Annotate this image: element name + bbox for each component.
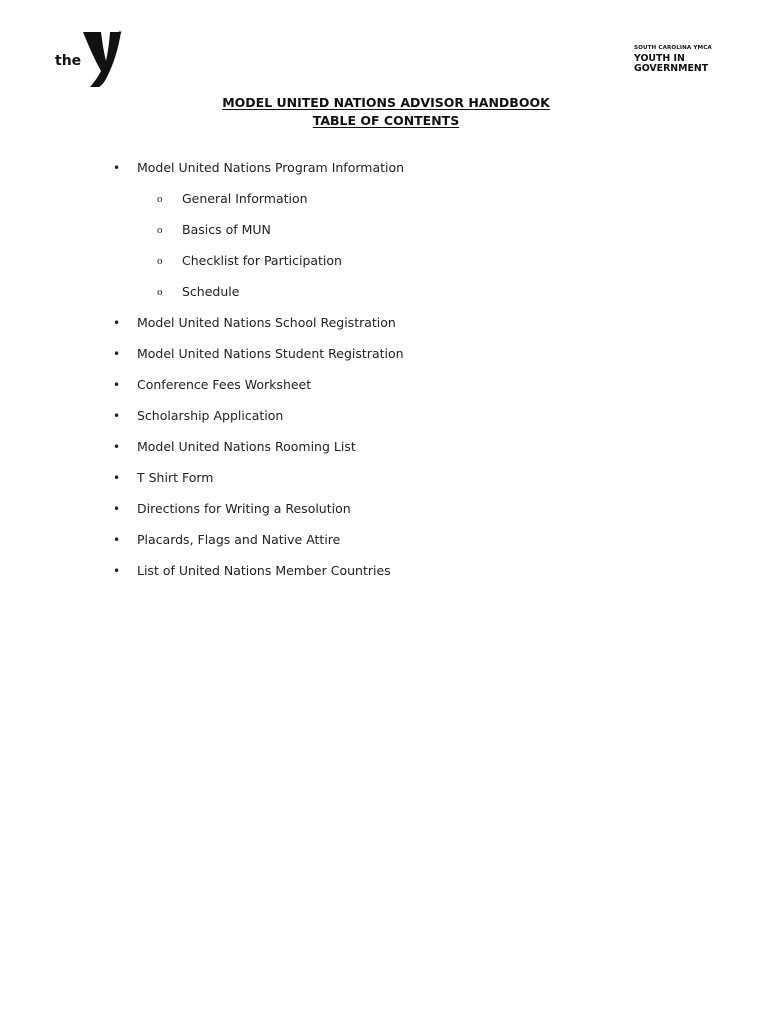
bullet-icon: • [113, 161, 121, 175]
bullet-icon: • [113, 533, 121, 547]
toc-item [0, 158, 770, 189]
ymca-y-mark [83, 32, 121, 87]
toc-item-label: Model United Nations Student Registration [137, 346, 404, 361]
toc-item-label: Placards, Flags and Native Attire [137, 532, 341, 547]
toc-item [0, 530, 770, 561]
toc-item-label: Basics of MUN [182, 222, 271, 237]
bullet-icon: • [113, 440, 121, 454]
toc-subitem [0, 189, 770, 220]
toc-item [0, 313, 770, 344]
bullet-icon: • [113, 409, 121, 423]
toc-subitem [0, 251, 770, 282]
sub-bullet-icon: o [157, 255, 163, 267]
document-title: MODEL UNITED NATIONS ADVISOR HANDBOOK [222, 95, 550, 110]
sub-bullet-icon: o [157, 193, 163, 205]
table-of-contents [0, 158, 770, 592]
toc-item [0, 375, 770, 406]
title-block [0, 94, 770, 130]
toc-item-label: Directions for Writing a Resolution [137, 501, 351, 516]
yig-line-1: YOUTH IN [634, 52, 685, 64]
bullet-icon: • [113, 316, 121, 330]
toc-item [0, 468, 770, 499]
bullet-icon: • [113, 378, 121, 392]
toc-item-label: Checklist for Participation [182, 253, 342, 268]
yig-state-label: SOUTH CAROLINA YMCA [634, 45, 712, 51]
toc-item-label: T Shirt Form [137, 470, 214, 485]
bullet-icon: • [113, 564, 121, 578]
toc-item [0, 561, 770, 592]
toc-item-label: General Information [182, 191, 308, 206]
bullet-icon: • [113, 471, 121, 485]
youth-in-government-logo [634, 46, 724, 74]
ymca-logo [55, 27, 130, 89]
toc-item [0, 499, 770, 530]
sub-bullet-icon: o [157, 286, 163, 298]
toc-item-label: Model United Nations School Registration [137, 315, 396, 330]
document-subtitle: TABLE OF CONTENTS [312, 113, 460, 128]
toc-item [0, 344, 770, 375]
svg-text:®: ® [118, 30, 122, 35]
toc-item-label: Scholarship Application [137, 408, 284, 423]
bullet-icon: • [113, 347, 121, 361]
toc-item-label: Schedule [182, 284, 240, 299]
toc-item-label: List of United Nations Member Countries [137, 563, 391, 578]
bullet-icon: • [113, 502, 121, 516]
toc-item-label: Model United Nations Rooming List [137, 439, 356, 454]
toc-subitem [0, 282, 770, 313]
toc-item-label: Model United Nations Program Information [137, 160, 405, 175]
toc-item-label: Conference Fees Worksheet [137, 377, 312, 392]
toc-subitem [0, 220, 770, 251]
ymca-the-text: the [55, 53, 82, 69]
sub-bullet-icon: o [157, 224, 163, 236]
toc-item [0, 437, 770, 468]
yig-line-2: GOVERNMENT [634, 62, 709, 74]
toc-item [0, 406, 770, 437]
ymca-sub-text: YMCA [103, 60, 116, 76]
